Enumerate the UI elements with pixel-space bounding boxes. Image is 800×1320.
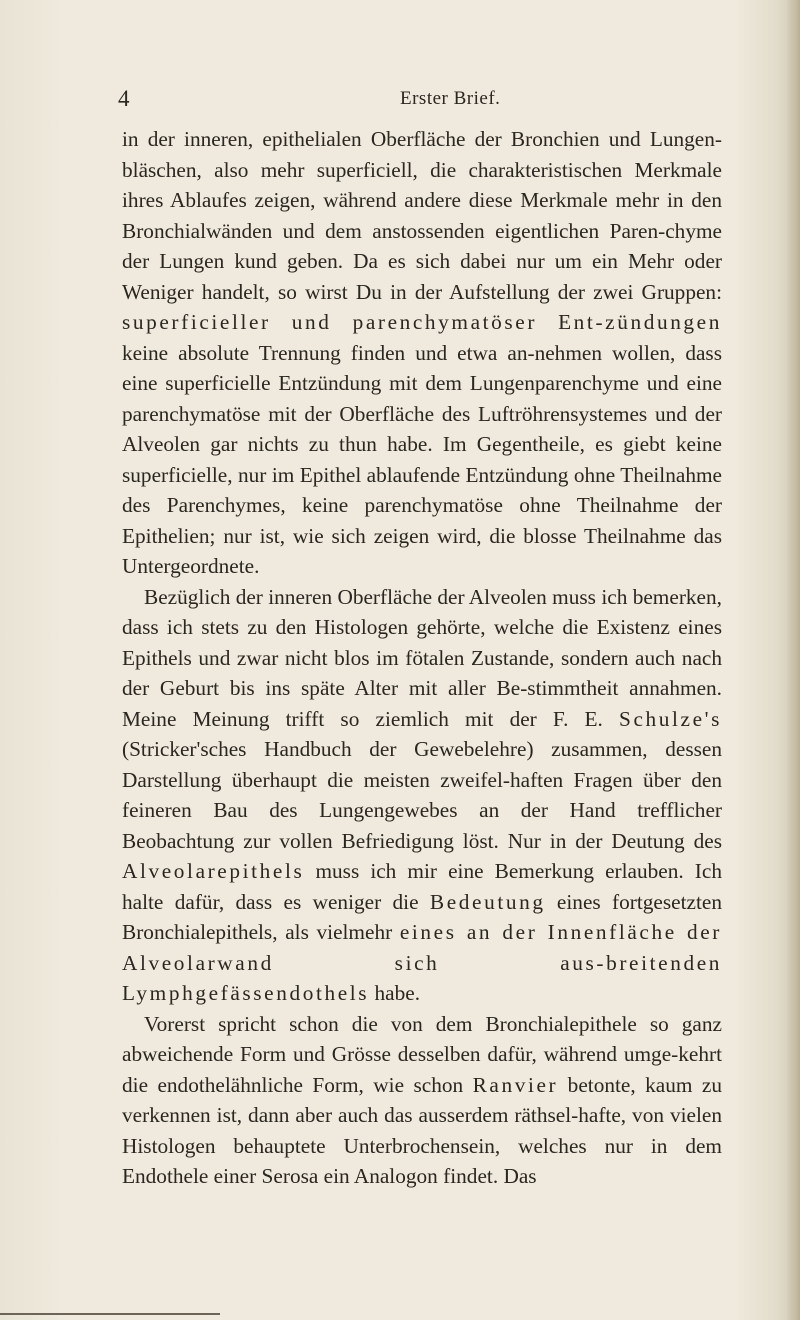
emphasized-text: superficieller und parenchymatöser Ent-zündungen xyxy=(122,310,722,334)
body-text xyxy=(122,124,722,1192)
text-segment: muss ich mir eine Bemerkung erlauben. Ich halte dafür, dass es weniger die xyxy=(122,859,722,914)
emphasized-text: Bedeutung xyxy=(429,889,546,914)
paragraph xyxy=(122,582,722,1009)
emphasized-text: eines an der Innenfläche der Alveolarwand sich aus-breitenden Lymphgefässendothels xyxy=(122,920,722,1005)
bottom-edge-line xyxy=(0,1313,220,1315)
paragraph xyxy=(122,124,722,582)
emphasized-text: Ranvier xyxy=(472,1072,559,1097)
text-segment: Bezüglich der inneren Oberfläche der Alveolen muss ich bemerken, dass ich stets zu den Histologen gehörte, welche die Existenz eines Epithels und zwar nicht blos im fötalen Zustande, sondern auch nach der Geburt bis ins späte Alter mit aller Be-stimmtheit annahmen. Meine Meinung trifft so ziemlich mit der F. E. xyxy=(122,584,722,731)
page-number: 4 xyxy=(118,86,130,111)
text-segment: Vorerst spricht schon die von dem Bronchialepithele so ganz abweichende Form und Grösse desselben dafür, während umge-kehrt die endothelähnliche Form, wie schon xyxy=(122,1011,722,1097)
running-title: Erster Brief. xyxy=(400,88,501,109)
emphasized-text: Alveolarepithels xyxy=(122,859,305,883)
text-segment: habe. xyxy=(369,981,421,1005)
emphasized-text: Schulze's xyxy=(619,706,722,731)
text-segment: betonte, kaum zu verkennen ist, dann aber auch das ausserdem räthsel-hafte, von vielen Histologen behauptete Unterbrochensein, welches nur in dem Endothele einer Serosa ein Analogon findet. Das xyxy=(122,1072,722,1188)
paragraph xyxy=(122,1009,722,1192)
text-segment: eines fortgesetzten Bronchialepithels, als vielmehr xyxy=(122,889,723,944)
text-segment: in der inneren, epithelialen Oberfläche der Bronchien und Lungen-bläschen, also mehr superficiell, die charakteristischen Merkmale ihres Ablaufes zeigen, während andere diese Merkmale mehr in den Bronchialwänden und dem anstossenden eigentlichen Paren-chyme der Lungen kund geben. Da es sich dabei nur um ein Mehr oder Weniger handelt, so wirst Du in der Aufstellung der zwei Gruppen: xyxy=(122,127,722,304)
page-edge-shadow xyxy=(786,0,800,1320)
text-segment: keine absolute Trennung finden und etwa an-nehmen wollen, dass eine superficielle Entzündung mit dem Lungenparenchyme und eine parenchymatöse mit der Oberfläche des Luftröhrensystemes und der Alveolen gar nichts zu thun habe. Im Gegentheile, es giebt keine superficielle, nur im Epithel ablaufende Entzündung ohne Theilnahme des Parenchymes, keine parenchymatöse ohne Theilnahme der Epithelien; nur ist, wie sich zeigen wird, die blosse Theilnahme das Untergeordnete. xyxy=(122,340,722,578)
text-segment: (Stricker'sches Handbuch der Gewebelehre) zusammen, dessen Darstellung überhaupt die meisten zweifel-haften Fragen über den feineren Bau des Lungengewebes an der Hand trefflicher Beobachtung zur vollen Befriedigung löst. Nur in der Deutung des xyxy=(122,737,722,853)
page-header xyxy=(118,86,710,116)
